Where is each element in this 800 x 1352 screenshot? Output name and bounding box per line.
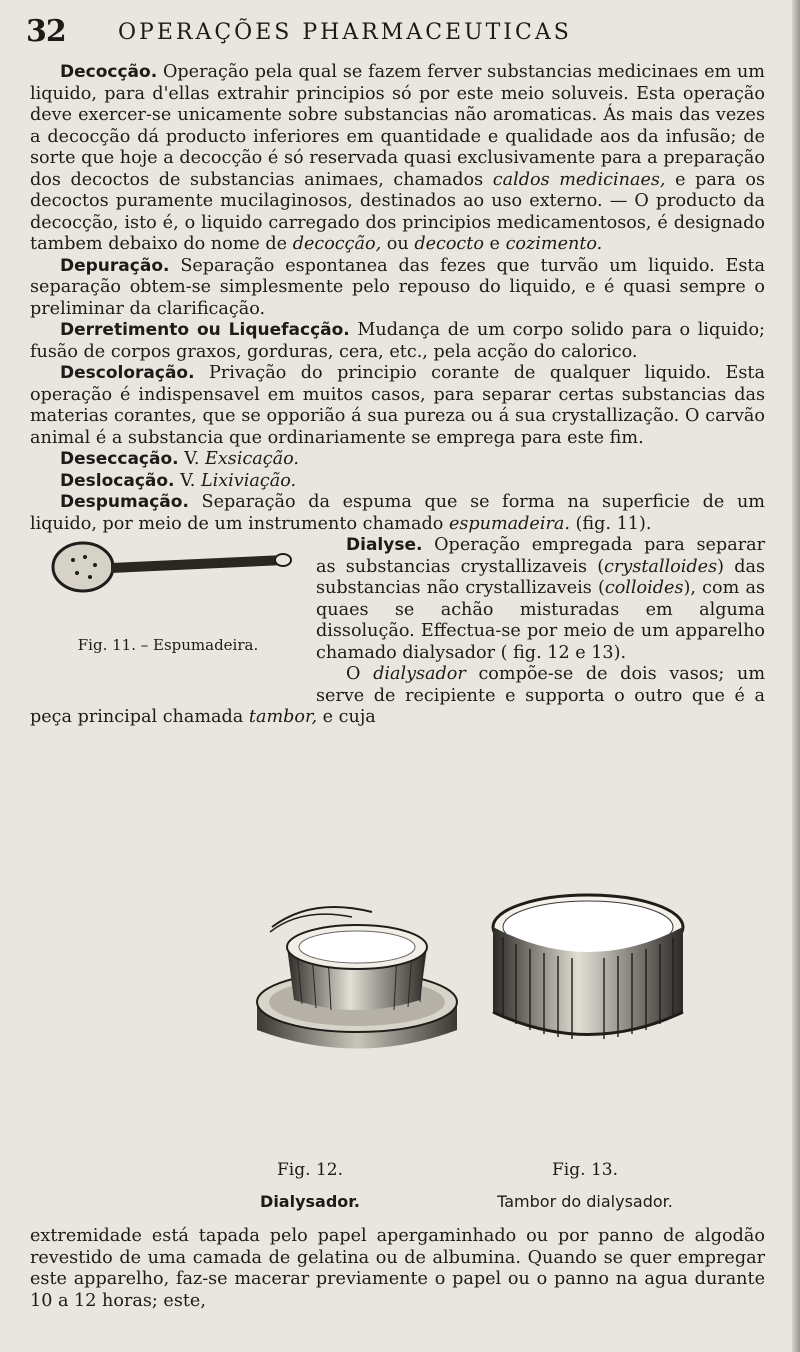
entry-term: Descoloração.	[60, 363, 195, 383]
entry-term: Despumação.	[60, 492, 189, 512]
entry-text: e para os decoctos puramente mucilaginosos, destinados ao uso externo. — O producto da decocção, isto é, o liquido carregado dos principios medicamentosos, é designado tambem debaixo do nome de	[30, 169, 766, 254]
fig-12-caption	[250, 1160, 370, 1211]
figures-12-13	[0, 872, 800, 1202]
entry-text: Lixiviação.	[200, 470, 297, 491]
fig-11-caption: Fig. 11. – Espumadeira.	[77, 636, 259, 654]
fig-12-title: Dialysador.	[260, 1192, 360, 1211]
entry-6	[30, 492, 765, 535]
fig-12-label: Fig. 12.	[277, 1160, 343, 1180]
page-edge-shadow	[792, 0, 800, 1352]
fig-11	[30, 535, 306, 703]
entry-term: Deseccação.	[60, 449, 179, 469]
entry-text: decocto	[414, 234, 484, 254]
entry-text: Separação da espuma que se forma na superficie de um liquido, por meio de um instrumento chamado	[30, 492, 765, 534]
fig-13-caption	[460, 1160, 710, 1211]
tambor-illustration	[478, 882, 698, 1067]
entry-text: decocção,	[292, 234, 382, 254]
entry-text: Privação do principio corante de qualquer liquido. Esta operação é indispensavel em muitos casos, para separar certas substancias das materias corantes, que se opporião á sua pureza ou á sua crystallização. O carvão animal é a substancia que ordinariamente se emprega para este fim.	[30, 363, 765, 448]
entry-term: Deslocação.	[60, 470, 175, 491]
fig-13-label: Fig. 13.	[552, 1160, 618, 1180]
entry-text: ou	[381, 234, 415, 254]
entry-3	[30, 363, 765, 449]
entry-text: e cuja	[317, 707, 376, 727]
dialysador-illustration	[242, 892, 472, 1067]
entry-term: Dialyse.	[346, 535, 423, 555]
page-number: 32	[26, 14, 66, 49]
entry-text: espumadeira.	[448, 513, 570, 534]
body-text	[30, 62, 765, 729]
entry-text: colloides	[604, 578, 684, 598]
entry-text: ), com as quaes se achão misturadas em alguma dissolução. Effectua-se por meio de um apparelho chamado dialysador ( fig. 12 e 13).	[316, 578, 765, 663]
entry-term: Decocção.	[60, 62, 158, 82]
entry-text: cozimento.	[505, 234, 603, 254]
entry-0	[30, 62, 765, 256]
entry-text: e	[483, 234, 506, 254]
entry-text: tambor,	[248, 707, 318, 727]
entry-text: Separação espontanea das fezes que turvão um liquido. Esta separação obtem-se simplesmente pelo repouso do liquido, e é quasi sempre o preliminar da clarificação.	[30, 255, 765, 319]
entry-text: V.	[174, 470, 201, 491]
entry-text: (fig. 11).	[569, 513, 652, 534]
entry-text: V.	[178, 449, 206, 469]
running-title: OPERAÇÕES PHARMACEUTICAS	[118, 20, 572, 45]
entry-term: Derretimento ou Liquefacção.	[60, 320, 350, 340]
running-head	[0, 14, 800, 54]
continuation-paragraph: extremidade está tapada pelo papel apergaminhado ou por panno de algodão revestido de uma camada de gelatina ou de albumina. Quando se quer empregar este apparelho, faz-se macerar previamente o papel ou o panno na agua durante 10 a 12 horas; este,	[30, 1226, 765, 1311]
fig-13-title: Tambor do dialysador.	[497, 1192, 673, 1211]
entry-text: ) das substancias não crystallizaveis (	[316, 556, 765, 598]
entry-text: dialysador	[373, 664, 466, 684]
entry-text: Mudança de um corpo solido para o liquido; fusão de corpos graxos, gorduras, cera, etc., pela acção do calorico.	[30, 320, 765, 362]
entry-1	[30, 256, 765, 321]
entry-text: Operação pela qual se fazem ferver substancias medicinaes em um liquido, para d'ellas extrahir principios só por este meio soluveis. Esta operação deve exercer-se unicamente sobre substancias não aromaticas. Ás mais das vezes a decocção dá producto inferiores em quantidade e qualidade aos da infusão; de sorte que hoje a decocção é só reservada quasi exclusivamente para a preparação dos decoctos de substancias animaes, chamados	[30, 62, 765, 190]
entry-text: Operação empregada para separar as substancias crystallizaveis (	[316, 535, 765, 577]
entry-text: compõe-se de dois vasos; um serve de recipiente e supporta o outro que é a peça principal chamada	[30, 664, 765, 727]
entry-term: Depuração.	[60, 255, 170, 276]
entry-text: crystalloides	[604, 556, 718, 577]
espumadeira-illustration	[45, 535, 295, 605]
entry-2	[30, 320, 765, 363]
entry-text: caldos medicinaes,	[492, 169, 666, 190]
entry-4	[30, 449, 765, 471]
entry-5	[30, 471, 765, 493]
entry-text: O	[346, 664, 374, 684]
entry-text: Exsicação.	[205, 449, 300, 469]
